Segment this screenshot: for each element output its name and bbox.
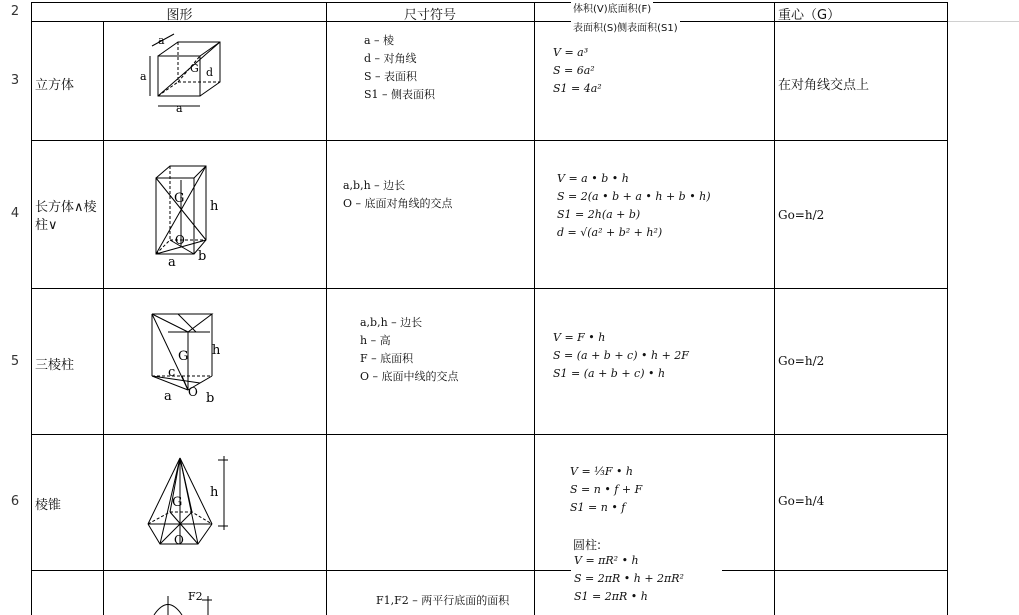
formula-line: S = 2πR • h + 2πR² bbox=[574, 572, 684, 585]
row-number: 4 bbox=[10, 206, 20, 221]
header-volume-line1: 体积(V)底面积(F) bbox=[571, 0, 653, 15]
formula-line: S = (a + b + c) • h + 2F bbox=[553, 349, 689, 362]
formulas-prism bbox=[553, 329, 689, 383]
fig-label: a bbox=[164, 389, 172, 404]
formula-line: S1 = 2πR • h bbox=[574, 590, 648, 603]
formula-line: V = F • h bbox=[553, 331, 606, 344]
frustum-figure bbox=[150, 590, 240, 615]
cylinder-label: 圆柱: bbox=[573, 538, 602, 552]
fig-label: G bbox=[190, 62, 199, 75]
shape-name-cuboid: 长方体∧棱柱∨ bbox=[35, 200, 97, 233]
row-number: 6 bbox=[10, 494, 20, 509]
center-cube: 在对角线交点上 bbox=[778, 78, 870, 93]
formulas-pyramid bbox=[570, 463, 642, 517]
fig-label: a bbox=[158, 34, 165, 47]
fig-label: d bbox=[206, 66, 214, 79]
formula-line: S1 = n • f bbox=[570, 501, 626, 514]
dim-line: S1 – 侧表面积 bbox=[364, 88, 436, 101]
row-number: 2 bbox=[10, 4, 20, 19]
row-number: 3 bbox=[10, 73, 20, 88]
dims-frustum bbox=[376, 592, 509, 610]
dim-line: a,b,h – 边长 bbox=[360, 316, 423, 329]
header-volume-line2: 表面积(S)侧表面积(S1) bbox=[571, 19, 680, 34]
pyramid-figure bbox=[140, 452, 240, 552]
formula-line: V = ⅓F • h bbox=[570, 465, 634, 478]
formula-line: S1 = 2h(a + b) bbox=[557, 208, 641, 221]
fig-label: c bbox=[168, 365, 176, 380]
fig-label: b bbox=[198, 249, 207, 264]
shape-name-cube: 立方体 bbox=[35, 78, 75, 93]
shape-name-prism: 三棱柱 bbox=[35, 358, 75, 373]
formulas-cuboid bbox=[557, 170, 711, 242]
prism-figure bbox=[148, 308, 228, 408]
fig-label: F2 bbox=[188, 590, 203, 603]
header-figure: 图形 bbox=[166, 8, 193, 23]
header-center: 重心（G） bbox=[778, 8, 841, 23]
formula-line: S1 = (a + b + c) • h bbox=[553, 367, 666, 380]
fig-label: a bbox=[140, 70, 147, 83]
row-number: 5 bbox=[10, 354, 20, 369]
fig-label: G bbox=[174, 191, 185, 206]
formula-line: S = 2(a • b + a • h + b • h) bbox=[557, 190, 711, 203]
formulas-cube bbox=[553, 44, 602, 98]
fig-label: b bbox=[206, 391, 215, 406]
center-prism: Go=h/2 bbox=[778, 354, 825, 368]
formula-line: S = n • f + F bbox=[570, 483, 643, 496]
dim-line: a – 棱 bbox=[364, 34, 395, 47]
fig-label: h bbox=[210, 485, 219, 500]
fig-label: O bbox=[175, 233, 185, 247]
fig-label: G bbox=[172, 495, 183, 510]
fig-label: G bbox=[178, 349, 189, 364]
fig-label: h bbox=[210, 199, 219, 214]
fig-label: h bbox=[212, 343, 221, 358]
dim-line: O – 底面对角线的交点 bbox=[343, 197, 453, 210]
formula-line: S1 = 4a² bbox=[553, 82, 602, 95]
cuboid-figure bbox=[148, 160, 228, 270]
formulas-cylinder bbox=[574, 552, 688, 606]
dim-line: F1,F2 – 两平行底面的面积 bbox=[376, 594, 510, 607]
fig-label: a bbox=[168, 255, 176, 270]
fig-label: O bbox=[174, 533, 184, 547]
dims-cuboid bbox=[343, 177, 453, 213]
formula-line: V = a • b • h bbox=[557, 172, 629, 185]
formula-line: d = √(a² + b² + h²) bbox=[557, 226, 663, 239]
center-pyramid: Go=h/4 bbox=[778, 494, 825, 508]
dim-line: d – 对角线 bbox=[364, 52, 417, 65]
dim-line: O – 底面中线的交点 bbox=[360, 370, 459, 383]
cube-figure bbox=[138, 34, 228, 114]
dim-line: S – 表面积 bbox=[364, 70, 418, 83]
dim-line: a,b,h – 边长 bbox=[343, 179, 406, 192]
dims-cube bbox=[364, 32, 435, 104]
dim-line: h – 高 bbox=[360, 334, 391, 347]
formula-line: S = 6a² bbox=[553, 64, 595, 77]
fig-label: a bbox=[176, 102, 183, 115]
fig-label: O bbox=[188, 385, 198, 399]
dim-line: F – 底面积 bbox=[360, 352, 414, 365]
center-cuboid: Go=h/2 bbox=[778, 208, 825, 222]
shape-name-pyramid: 棱锥 bbox=[35, 498, 62, 513]
formula-line: V = a³ bbox=[553, 46, 589, 59]
header-dims: 尺寸符号 bbox=[403, 8, 456, 23]
formula-line: V = πR² • h bbox=[574, 554, 639, 567]
dims-prism bbox=[360, 314, 459, 386]
